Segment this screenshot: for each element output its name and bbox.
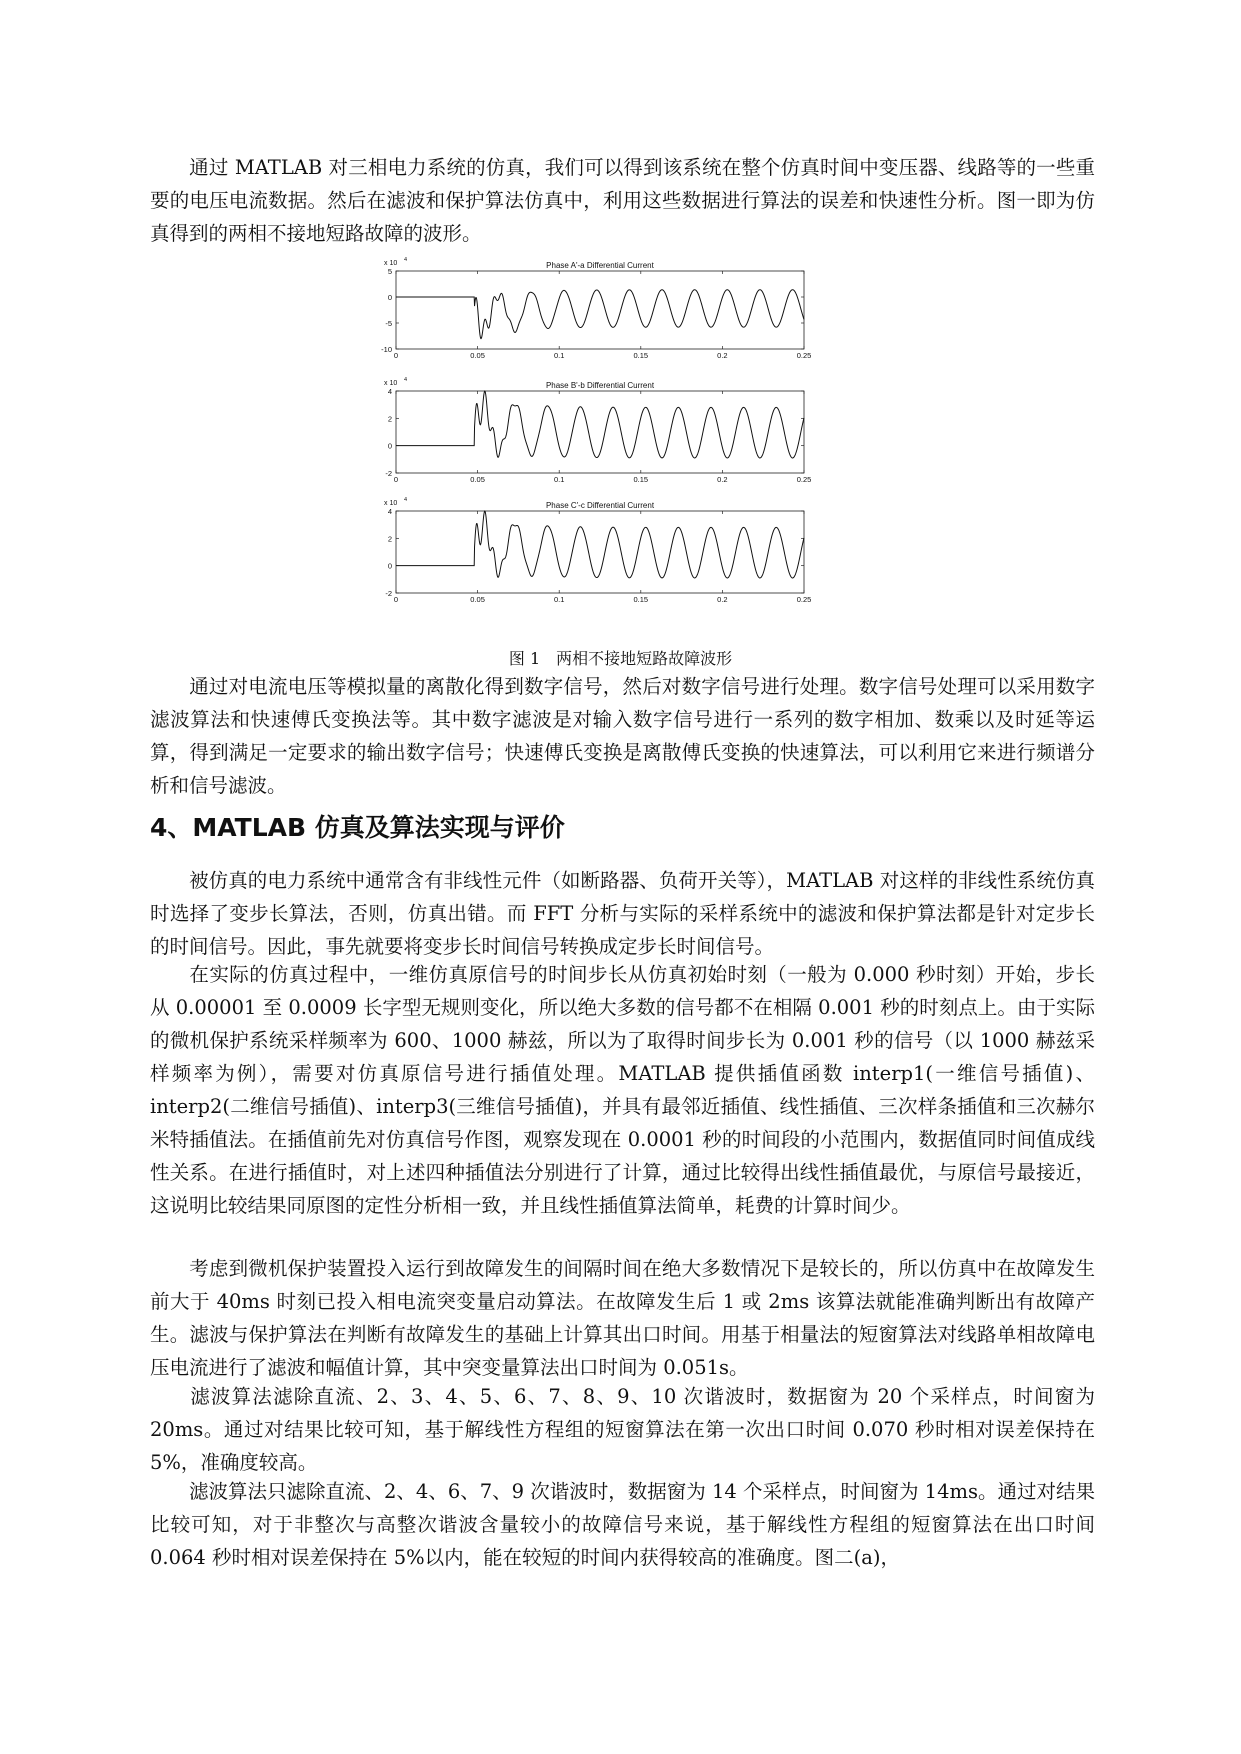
plot-frame	[396, 511, 804, 593]
y-tick-label: 0	[387, 293, 392, 302]
y-tick-label: 4	[387, 387, 392, 396]
paragraph-filter-20-text: 滤波算法滤除直流、2、3、4、5、6、7、8、9、10 次谐波时，数据窗为 20 个采样点，时间窗为 20ms。通过对结果比较可知，基于解线性方程组的短窗算法在第一次出口时间 0.070 秒时相对误差保持在 5%，准确度较高。	[150, 1385, 1095, 1474]
section-heading: 4、MATLAB 仿真及算法实现与评价	[150, 813, 565, 842]
y-tick-label: 2	[387, 414, 392, 424]
y-tick-label: 5	[387, 267, 392, 276]
paragraph-interpolation-text: 在实际的仿真过程中，一维仿真原信号的时间步长从仿真初始时刻（一般为 0.000 秒时刻）开始，步长从 0.00001 至 0.0009 长字型无规则变化，所以绝大多数的信号都不在相隔 0.001 秒的时刻点上。由于实际的微机保护系统采样频率为 600、1000 赫兹，所以为了取得时间步长为 0.001 秒的信号（以 1000 赫兹采样频率为例），需要对仿真原信号进行插值处理。MATLAB 提供插值函数 interp1(一维信号插值)、interp2(二维信号插值)、interp3(三维信号插值)，并具有最邻近插值、线性插值、三次样条插值和三次赫尔米特插值法。在插值前先对仿真信号作图，观察发现在 0.0001 秒的时间段的小范围内，数据值同时间值成线性关系。在进行插值时，对上述四种插值法分别进行了计算，通过比较得出线性插值最优，与原信号最接近，这说明比较结果同原图的定性分析相一致，并且线性插值算法简单，耗费的计算时间少。	[150, 963, 1095, 1217]
x-tick-label: 0.05	[470, 351, 485, 360]
x-tick-label: 0.05	[470, 475, 485, 484]
paragraph-nonlinear	[150, 864, 1095, 963]
y-tick-label: -5	[385, 319, 392, 328]
y-tick-label: -10	[381, 345, 392, 354]
waveform-line	[396, 511, 804, 578]
y-tick-label: -2	[385, 469, 392, 478]
x-tick-label: 0.1	[553, 351, 565, 360]
y-tick-label: 4	[387, 507, 392, 516]
exponent-label: x 10	[384, 500, 398, 507]
plot-title: Phase B'-b Differential Current	[545, 381, 655, 390]
plot-title: Phase A'-a Differential Current	[546, 261, 654, 270]
paragraph-intro-text: 通过 MATLAB 对三相电力系统的仿真，我们可以得到该系统在整个仿真时间中变压器、线路等的一些重要的电压电流数据。然后在滤波和保护算法仿真中，利用这些数据进行算法的误差和快速性分析。图一即为仿真得到的两相不接地短路故障的波形。	[150, 156, 1095, 245]
paragraph-digital-signal-text: 通过对电流电压等模拟量的离散化得到数字信号，然后对数字信号进行处理。数字信号处理可以采用数字滤波算法和快速傅氏变换法等。其中数字滤波是对输入数字信号进行一系列的数字相加、数乘以及时延等运算，得到满足一定要求的输出数字信号；快速傅氏变换是离散傅氏变换的快速算法，可以利用它来进行频谱分析和信号滤波。	[150, 675, 1095, 797]
x-tick-label: 0.15	[633, 475, 649, 484]
plot-frame	[396, 271, 804, 349]
x-tick-label: 0.25	[796, 351, 812, 360]
exponent-power: 4	[404, 497, 408, 503]
waveform-line	[396, 290, 804, 339]
waveform-line	[396, 391, 804, 458]
paragraph-nonlinear-text: 被仿真的电力系统中通常含有非线性元件（如断路器、负荷开关等），MATLAB 对这样的非线性系统仿真时选择了变步长算法，否则，仿真出错。而 FFT 分析与实际的采样系统中的滤波和保护算法都是针对定步长的时间信号。因此，事先就要将变步长时间信号转换成定步长时间信号。	[150, 869, 1095, 958]
y-tick-label: 0	[387, 441, 392, 451]
figure-waveforms	[366, 255, 876, 640]
x-tick-label: 0.25	[796, 595, 812, 604]
x-tick-label: 0.2	[717, 475, 728, 484]
exponent-power: 4	[404, 377, 408, 383]
paragraph-protection	[150, 1252, 1095, 1384]
exponent-power: 4	[404, 257, 408, 263]
plot-title: Phase C'-c Differential Current	[545, 501, 655, 510]
x-tick-label: 0.1	[553, 475, 565, 484]
paragraph-digital-signal	[150, 670, 1095, 802]
figure-caption: 图 1 两相不接地短路故障波形	[508, 649, 733, 668]
paragraph-protection-text: 考虑到微机保护装置投入运行到故障发生的间隔时间在绝大多数情况下是较长的，所以仿真中在故障发生前大于 40ms 时刻已投入相电流突变量启动算法。在故障发生后 1 或 2ms 该算法就能准确判断出有故障产生。滤波与保护算法在判断有故障发生的基础上计算其出口时间。用基于相量法的短窗算法对线路单相故障电压电流进行了滤波和幅值计算，其中突变量算法出口时间为 0.051s。	[150, 1257, 1095, 1379]
x-tick-label: 0.15	[633, 351, 649, 360]
paragraph-intro	[150, 151, 1095, 250]
paragraph-filter-20	[150, 1380, 1095, 1479]
y-tick-label: 0	[387, 561, 392, 571]
x-tick-label: 0	[393, 595, 399, 604]
exponent-label: x 10	[384, 260, 398, 267]
x-tick-label: 0.15	[633, 595, 649, 604]
x-tick-label: 0	[393, 475, 399, 484]
paragraph-interpolation	[150, 958, 1095, 1222]
x-tick-label: 0	[393, 351, 399, 360]
paragraph-filter-14-text: 滤波算法只滤除直流、2、4、6、7、9 次谐波时，数据窗为 14 个采样点，时间窗为 14ms。通过对结果比较可知，对于非整次与高整次谐波含量较小的故障信号来说，基于解线性方程组的短窗算法在出口时间 0.064 秒时相对误差保持在 5%以内，能在较短的时间内获得较高的准确度。图二(a)，	[150, 1480, 1095, 1569]
plot-frame	[396, 391, 804, 473]
exponent-label: x 10	[384, 380, 398, 387]
x-tick-label: 0.2	[717, 595, 728, 604]
y-tick-label: 2	[387, 534, 392, 544]
x-tick-label: 0.2	[717, 351, 728, 360]
x-tick-label: 0.05	[470, 595, 485, 604]
x-tick-label: 0.1	[553, 595, 565, 604]
paragraph-filter-14	[150, 1475, 1095, 1574]
x-tick-label: 0.25	[796, 475, 812, 484]
y-tick-label: -2	[385, 589, 392, 598]
